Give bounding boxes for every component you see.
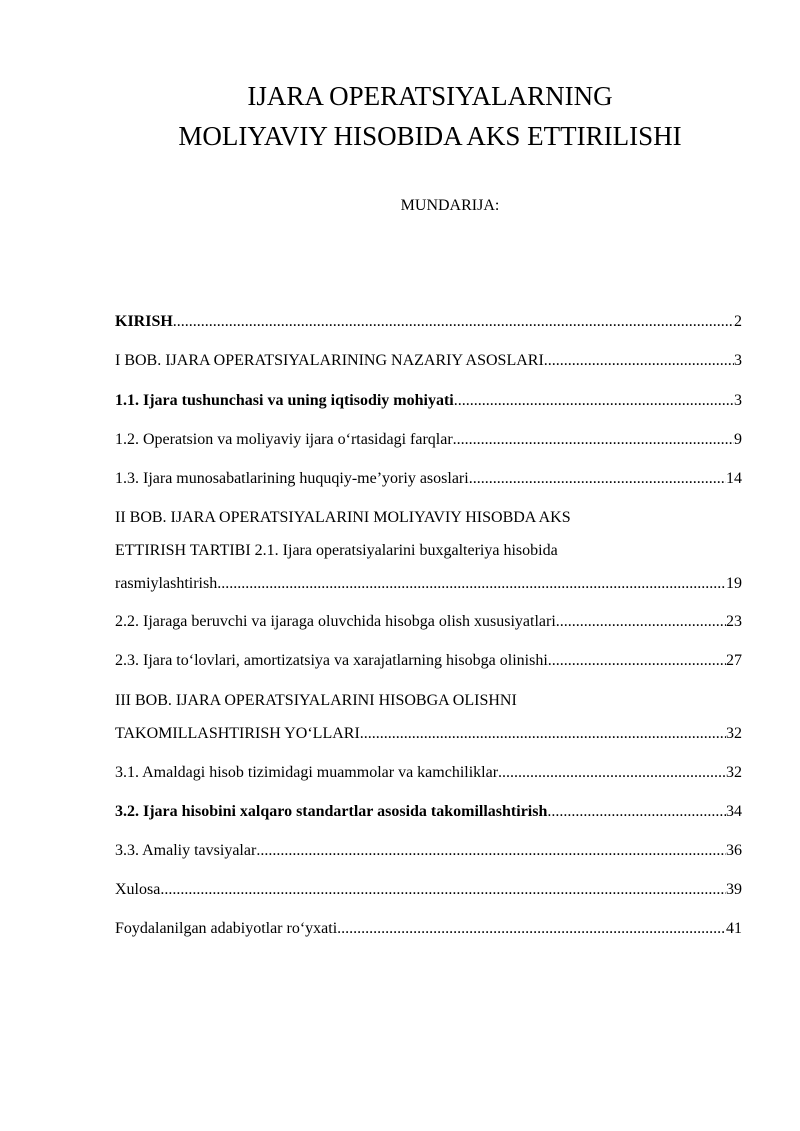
toc-entry-3-3 [115,841,742,861]
toc-entry-page: 36 [726,842,742,859]
toc-entry-page: 27 [726,652,742,669]
toc-leader-dots [337,919,726,939]
toc-entry-line: II BOB. IJARA OPERATSIYALARINI MOLIYAVIY HISOBDA AKS [115,509,571,526]
toc-entry-page: 32 [726,725,742,742]
toc-leader-dots [556,612,726,632]
toc-entry-label: 1.3. Ijara munosabatlarining huquqiy-me’yoriy asoslari [115,470,469,487]
toc-entry-2-2 [115,612,742,632]
toc-entry-label: Foydalanilgan adabiyotlar ro‘yxati [115,920,338,937]
toc-leader-dots [469,469,726,489]
toc-entry-chapter-3 [115,691,742,744]
toc-entry-label: 1.1. Ijara tushunchasi va uning iqtisodiy mohiyati [115,392,454,409]
toc-entry-label: KIRISH [115,313,173,330]
toc-entry-label: 2.2. Ijaraga beruvchi va ijaraga oluvchida hisobga olish xususiyatlari [115,613,556,630]
toc-entry-kirish [115,312,742,332]
toc-leader-dots [544,351,734,371]
document-title [60,76,800,156]
toc-entry-page: 14 [726,470,742,487]
toc-leader-dots [217,574,726,594]
toc-leader-dots [173,312,734,332]
toc-leader-dots [548,651,726,671]
toc-entry-page: 39 [726,881,742,898]
toc-leader-dots [360,724,726,744]
toc-entry-references [115,919,742,939]
toc-leader-dots [547,802,726,822]
toc-entry-chapter-1 [115,351,742,371]
toc-leader-dots [453,430,734,450]
toc-entry-conclusion [115,880,742,900]
toc-entry-line: ETTIRISH TARTIBI 2.1. Ijara operatsiyalarini buxgalteriya hisobida [115,542,558,559]
toc-leader-dots [160,880,726,900]
toc-entry-page: 32 [726,764,742,781]
toc-entry-label: 2.3. Ijara to‘lovlari, amortizatsiya va xarajatlarning hisobga olinishi [115,652,548,669]
title-line-2: MOLIYAVIY HISOBIDA AKS ETTIRILISHI [178,121,682,151]
toc-entry-label: 3.1. Amaldagi hisob tizimidagi muammolar va kamchiliklar [115,764,499,781]
toc-entry-label: Xulosa [115,881,161,898]
toc-entry-page: 2 [734,313,742,330]
toc-entry-label: 3.3. Amaliy tavsiyalar [115,842,257,859]
title-line-1: IJARA OPERATSIYALARNING [247,81,613,111]
toc-heading: MUNDARIJA: [400,197,500,214]
toc-entry-page: 34 [726,803,742,820]
toc-entry-line: III BOB. IJARA OPERATSIYALARINI HISOBGA OLISHNI [115,692,517,709]
toc-entry-page: 3 [734,352,742,369]
toc-entry-chapter-2 [115,508,742,594]
toc-leader-dots [498,763,726,783]
toc-entry-3-1 [115,763,742,783]
toc-entry-page: 19 [726,575,742,592]
toc-leader-dots [256,841,726,861]
toc-leader-dots [454,391,734,411]
toc-entry-1-1 [115,391,742,411]
toc-entry-label: 1.2. Operatsion va moliyaviy ijara o‘rtasidagi farqlar [115,431,453,448]
toc-entry-page: 3 [734,392,742,409]
toc-entry-3-2 [115,802,742,822]
toc-entry-page: 23 [726,613,742,630]
toc-entry-label: 3.2. Ijara hisobini xalqaro standartlar asosida takomillashtirish [115,803,548,820]
toc-entry-1-2 [115,430,742,450]
toc-entry-1-3 [115,469,742,489]
toc-entry-page: 41 [726,920,742,937]
toc-entry-2-3 [115,651,742,671]
toc-entry-label: I BOB. IJARA OPERATSIYALARINING NAZARIY ASOSLARI [115,352,544,369]
toc-entry-label: TAKOMILLASHTIRISH YO‘LLARI [115,725,360,742]
toc-entry-label: rasmiylashtirish [115,575,218,592]
toc-entry-page: 9 [734,431,742,448]
